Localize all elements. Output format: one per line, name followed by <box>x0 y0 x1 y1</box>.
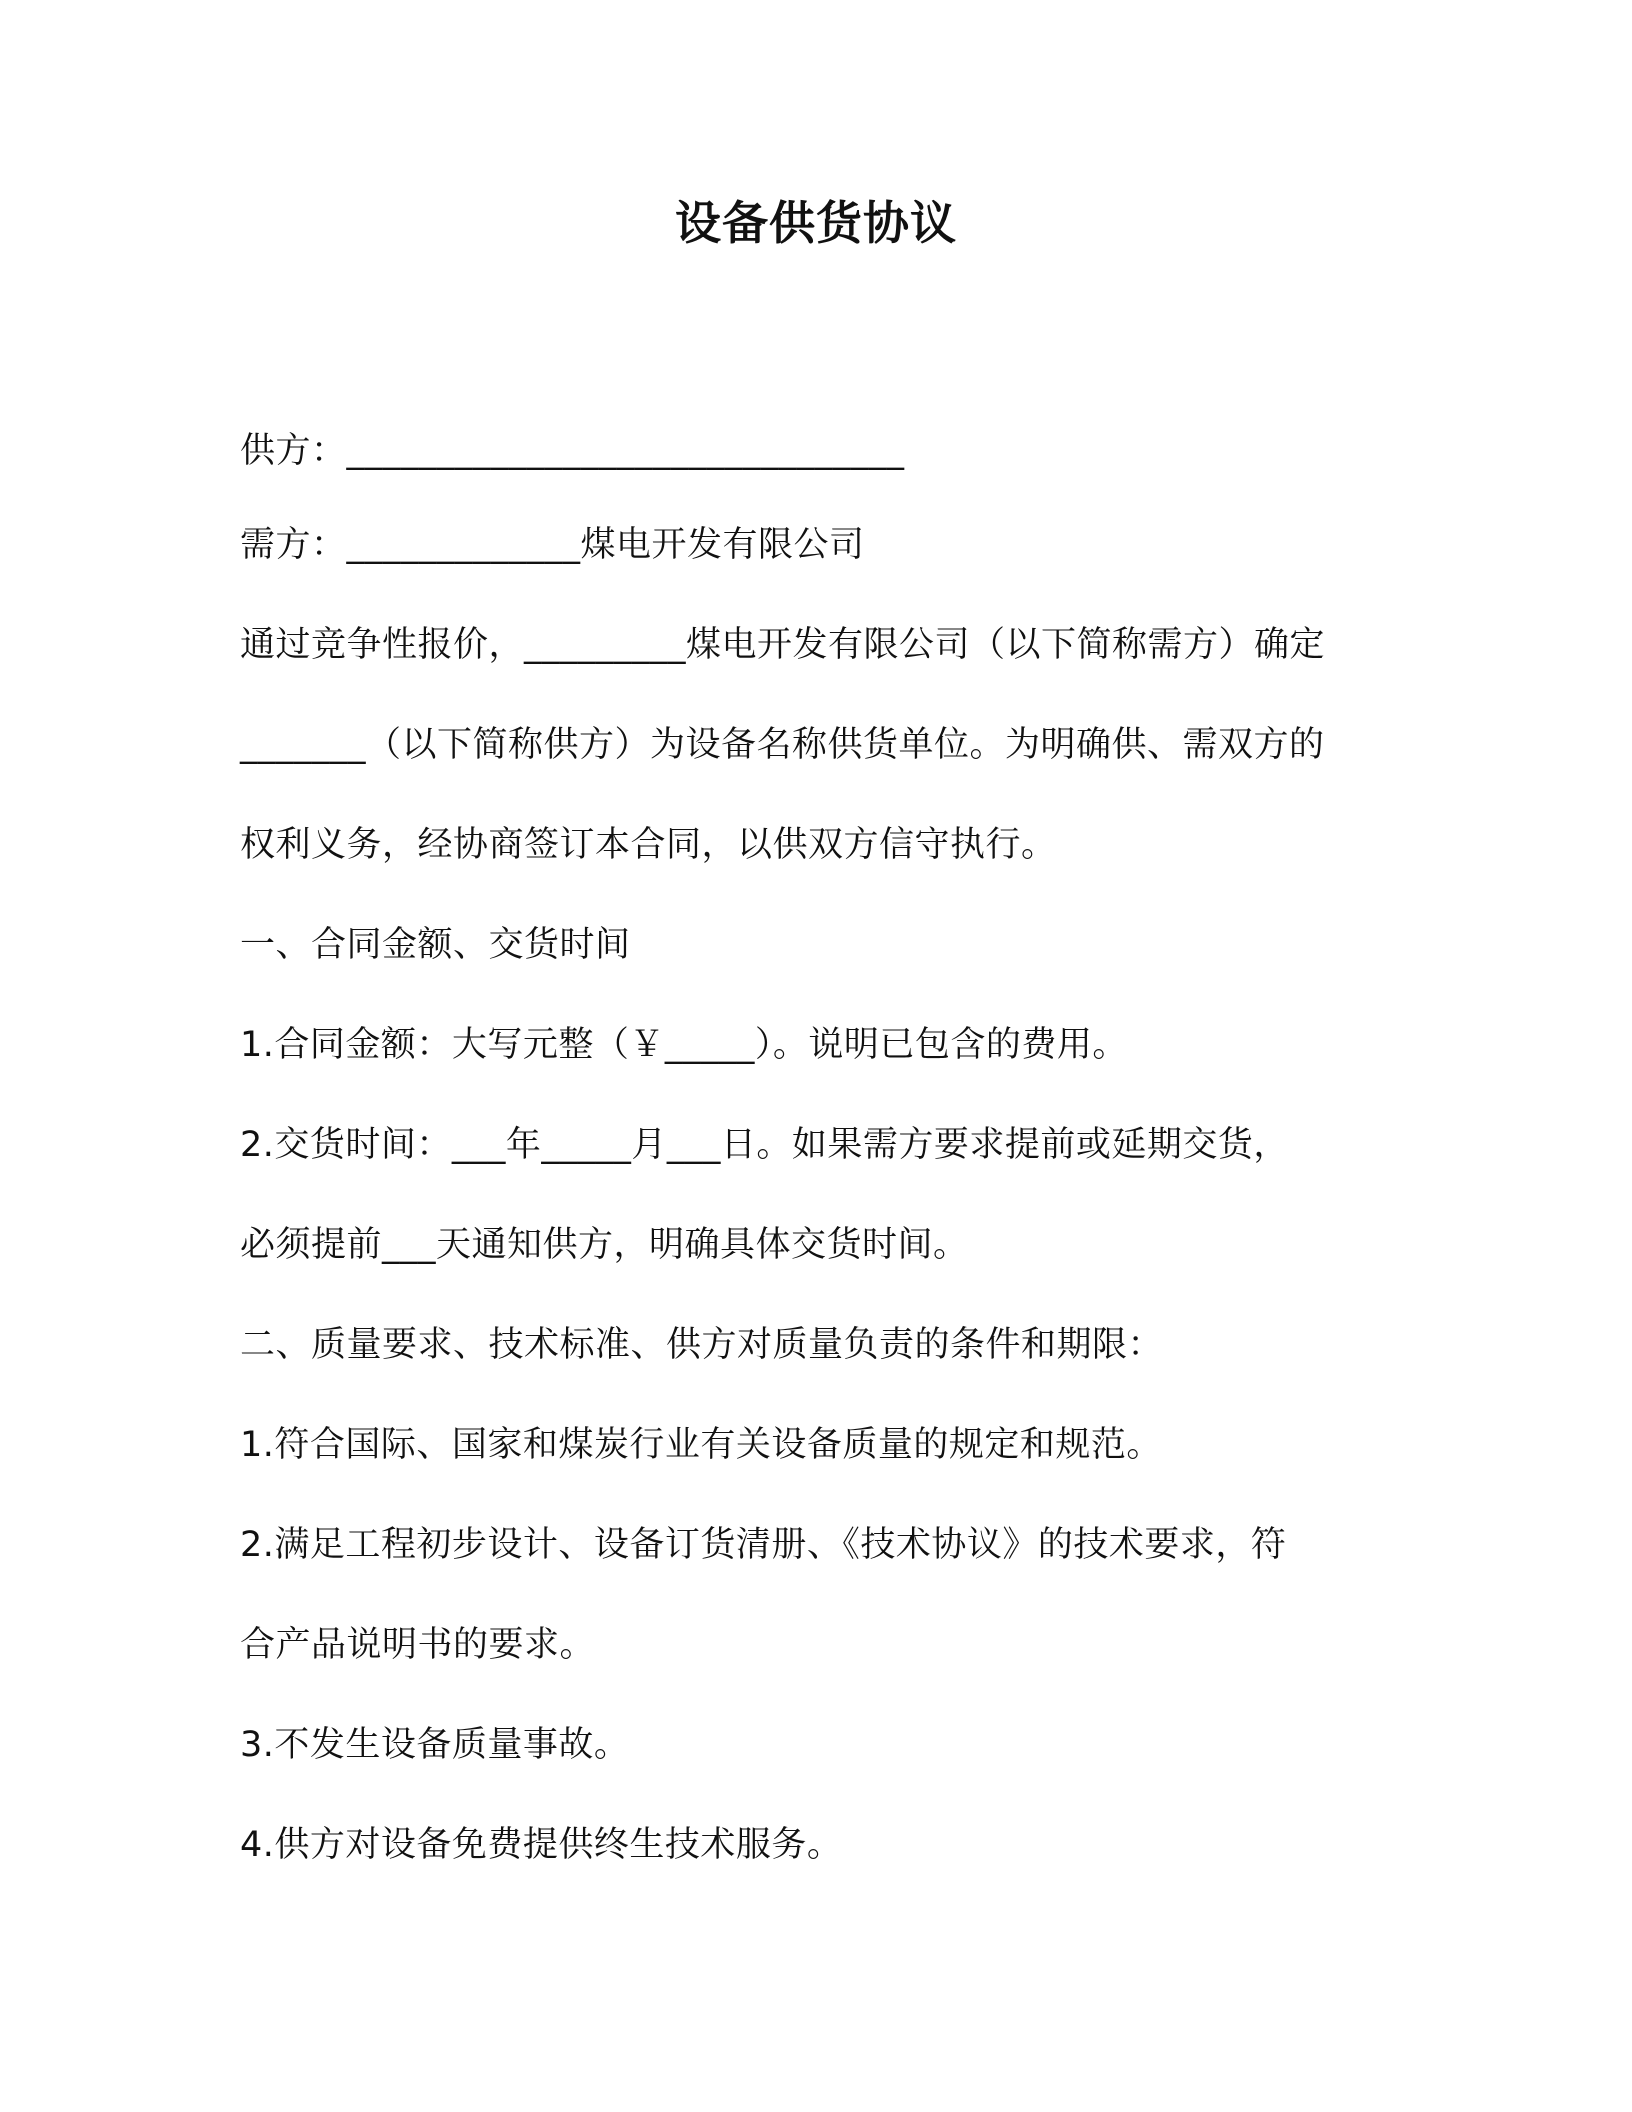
intro-line-1: 通过竞争性报价，_________煤电开发有限公司（以下简称需方）确定 <box>240 625 1326 665</box>
document-title: 设备供货协议 <box>675 196 957 250</box>
section1-item-2-cont: 必须提前___天通知供方，明确具体交货时间。 <box>240 1225 969 1265</box>
buyer-line: 需方：_____________煤电开发有限公司 <box>240 525 865 565</box>
section2-item-1: 1.符合国际、国家和煤炭行业有关设备质量的规定和规范。 <box>240 1425 1162 1465</box>
section2-item-3: 3.不发生设备质量事故。 <box>240 1725 630 1765</box>
intro-line-3: 权利义务，经协商签订本合同，以供双方信守执行。 <box>240 825 1057 865</box>
section2-item-4: 4.供方对设备免费提供终生技术服务。 <box>240 1825 843 1865</box>
intro-line-2: _______（以下简称供方）为设备名称供货单位。为明确供、需双方的 <box>240 725 1325 765</box>
section1-heading: 一、合同金额、交货时间 <box>240 925 631 965</box>
section1-item-2: 2.交货时间：___年_____月___日。如果需方要求提前或延期交货， <box>240 1125 1289 1165</box>
section1-item-1: 1.合同金额：大写元整（￥_____）。说明已包含的费用。 <box>240 1025 1128 1065</box>
section2-item-2-cont: 合产品说明书的要求。 <box>240 1625 596 1665</box>
section2-item-2: 2.满足工程初步设计、设备订货清册、《技术协议》的技术要求，符 <box>240 1525 1287 1565</box>
section2-heading: 二、质量要求、技术标准、供方对质量负责的条件和期限： <box>240 1325 1164 1365</box>
supplier-line: 供方：_______________________________ <box>240 431 905 471</box>
